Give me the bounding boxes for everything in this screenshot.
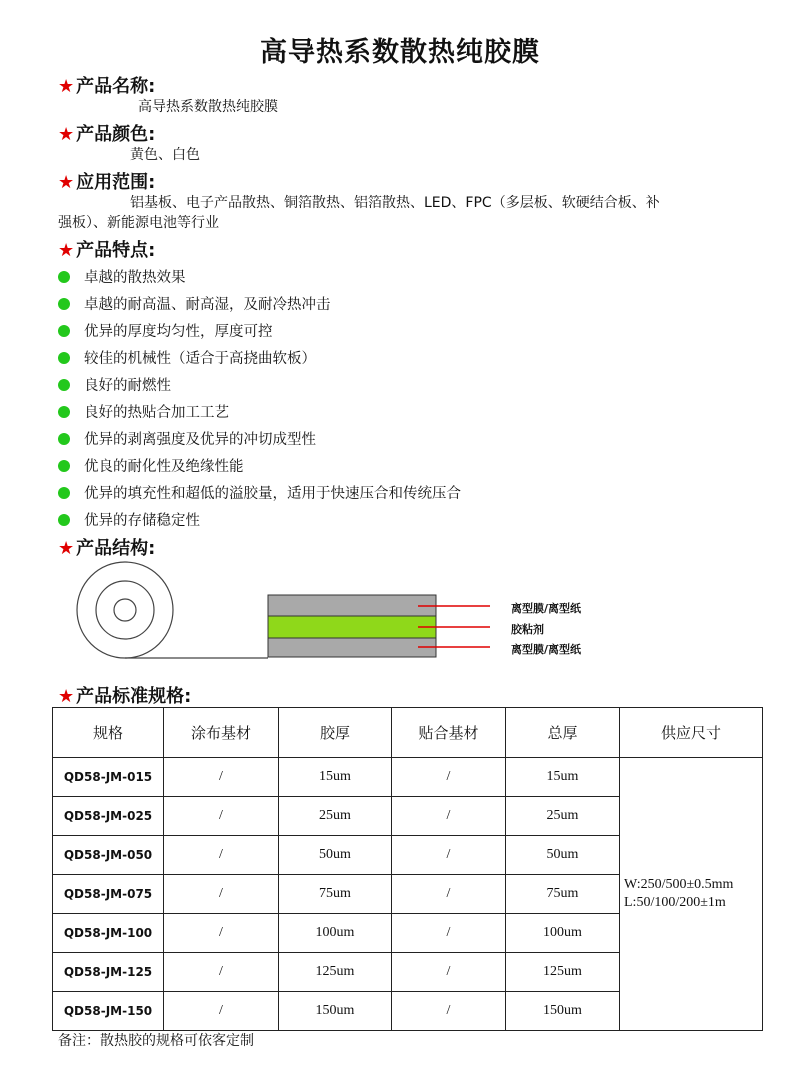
- feature-text: 良好的热贴合加工工艺: [84, 405, 229, 421]
- bullet-dot-icon: [58, 379, 70, 391]
- feature-text: 优异的厚度均匀性，厚度可控: [84, 324, 273, 340]
- application-heading: [58, 168, 155, 194]
- cell-total: 25um: [506, 797, 620, 836]
- product-name-heading: [58, 72, 155, 98]
- structure-diagram: [0, 560, 800, 670]
- application-line-2: 强板）、新能源电池等行业: [58, 215, 219, 231]
- list-item: [58, 371, 461, 398]
- tape-roll-icon: [77, 562, 268, 658]
- feature-text: 较佳的机械性（适合于高挠曲软板）: [84, 351, 316, 367]
- bullet-dot-icon: [58, 460, 70, 472]
- bullet-dot-icon: [58, 298, 70, 310]
- features-list: [58, 263, 461, 533]
- product-name-value: 高导热系数散热纯胶膜: [138, 99, 278, 115]
- feature-text: 良好的耐燃性: [84, 378, 171, 394]
- cell-coat: /: [164, 914, 279, 953]
- cell-total: 100um: [506, 914, 620, 953]
- cell-supply-size: [620, 758, 763, 1031]
- bullet-dot-icon: [58, 325, 70, 337]
- bullet-dot-icon: [58, 406, 70, 418]
- layer-label-top: 离型膜/离型纸: [511, 602, 582, 615]
- cell-code: QD58-JM-050: [53, 836, 164, 875]
- header-supply-size: 供应尺寸: [620, 708, 763, 758]
- bullet-dot-icon: [58, 487, 70, 499]
- cell-code: QD58-JM-150: [53, 992, 164, 1031]
- star-icon: ★: [58, 538, 75, 559]
- features-heading: [58, 236, 155, 262]
- list-item: [58, 344, 461, 371]
- header-laminate-substrate: 贴合基材: [392, 708, 506, 758]
- cell-code: QD58-JM-025: [53, 797, 164, 836]
- cell-coat: /: [164, 797, 279, 836]
- feature-text: 优异的剥离强度及优异的冲切成型性: [84, 432, 316, 448]
- cell-laminate: /: [392, 992, 506, 1031]
- spec-table: [52, 707, 763, 1031]
- cell-total: 15um: [506, 758, 620, 797]
- adhesive-layer: [268, 616, 436, 638]
- cell-code: QD58-JM-125: [53, 953, 164, 992]
- bullet-dot-icon: [58, 514, 70, 526]
- heading-label: 应用范围:: [76, 172, 156, 193]
- cell-glue: 125um: [279, 953, 392, 992]
- list-item: [58, 398, 461, 425]
- bullet-dot-icon: [58, 433, 70, 445]
- cell-laminate: /: [392, 875, 506, 914]
- heading-label: 产品颜色:: [76, 124, 156, 145]
- supply-width: W:250/500±0.5mm: [624, 877, 734, 892]
- bullet-dot-icon: [58, 271, 70, 283]
- heading-label: 产品标准规格:: [76, 686, 192, 707]
- cell-code: QD58-JM-075: [53, 875, 164, 914]
- cell-coat: /: [164, 953, 279, 992]
- cell-laminate: /: [392, 836, 506, 875]
- layer-label-bottom: 离型膜/离型纸: [511, 643, 582, 656]
- cell-coat: /: [164, 992, 279, 1031]
- star-icon: ★: [58, 76, 75, 97]
- list-item: [58, 290, 461, 317]
- layer-label-middle: 胶粘剂: [511, 623, 544, 636]
- application-line-1: 铝基板、电子产品散热、铜箔散热、铝箔散热、LED、FPC（多层板、软硬结合板、补: [130, 195, 660, 211]
- list-item: [58, 506, 461, 533]
- cell-code: QD58-JM-100: [53, 914, 164, 953]
- cell-coat: /: [164, 875, 279, 914]
- release-liner-top: [268, 595, 436, 616]
- supply-length: L:50/100/200±1m: [624, 895, 726, 910]
- cell-glue: 75um: [279, 875, 392, 914]
- cell-code: QD58-JM-015: [53, 758, 164, 797]
- list-item: [58, 317, 461, 344]
- cell-laminate: /: [392, 953, 506, 992]
- header-coating-substrate: 涂布基材: [164, 708, 279, 758]
- feature-text: 优异的填充性和超低的溢胶量，适用于快速压合和传统压合: [84, 486, 461, 502]
- feature-text: 卓越的耐高温、耐高湿，及耐冷热冲击: [84, 297, 331, 313]
- star-icon: ★: [58, 172, 75, 193]
- product-color-value: 黄色、白色: [130, 147, 200, 163]
- list-item: [58, 452, 461, 479]
- cell-glue: 15um: [279, 758, 392, 797]
- cell-coat: /: [164, 836, 279, 875]
- list-item: [58, 263, 461, 290]
- header-glue-thickness: 胶厚: [279, 708, 392, 758]
- release-liner-bottom: [268, 638, 436, 657]
- star-icon: ★: [58, 124, 75, 145]
- cell-glue: 25um: [279, 797, 392, 836]
- header-total-thickness: 总厚: [506, 708, 620, 758]
- footnote: 备注：散热胶的规格可依客定制: [58, 1033, 254, 1049]
- header-spec: 规格: [53, 708, 164, 758]
- document-title: 高导热系数散热纯胶膜: [260, 37, 540, 68]
- star-icon: ★: [58, 686, 75, 707]
- bullet-dot-icon: [58, 352, 70, 364]
- structure-heading: [58, 534, 155, 560]
- heading-label: 产品名称:: [76, 76, 156, 97]
- heading-label: 产品结构:: [76, 538, 156, 559]
- spec-heading: [58, 682, 191, 708]
- table-header-row: [53, 708, 763, 758]
- list-item: [58, 425, 461, 452]
- cell-glue: 100um: [279, 914, 392, 953]
- feature-text: 卓越的散热效果: [84, 270, 186, 286]
- cell-glue: 50um: [279, 836, 392, 875]
- star-icon: ★: [58, 240, 75, 261]
- heading-label: 产品特点:: [76, 240, 156, 261]
- feature-text: 优异的存储稳定性: [84, 513, 200, 529]
- cell-laminate: /: [392, 758, 506, 797]
- cell-total: 150um: [506, 992, 620, 1031]
- cell-total: 125um: [506, 953, 620, 992]
- product-color-heading: [58, 120, 155, 146]
- feature-text: 优良的耐化性及绝缘性能: [84, 459, 244, 475]
- list-item: [58, 479, 461, 506]
- cell-total: 75um: [506, 875, 620, 914]
- cell-coat: /: [164, 758, 279, 797]
- cell-total: 50um: [506, 836, 620, 875]
- cell-laminate: /: [392, 797, 506, 836]
- table-row: [53, 758, 763, 797]
- cell-glue: 150um: [279, 992, 392, 1031]
- cell-laminate: /: [392, 914, 506, 953]
